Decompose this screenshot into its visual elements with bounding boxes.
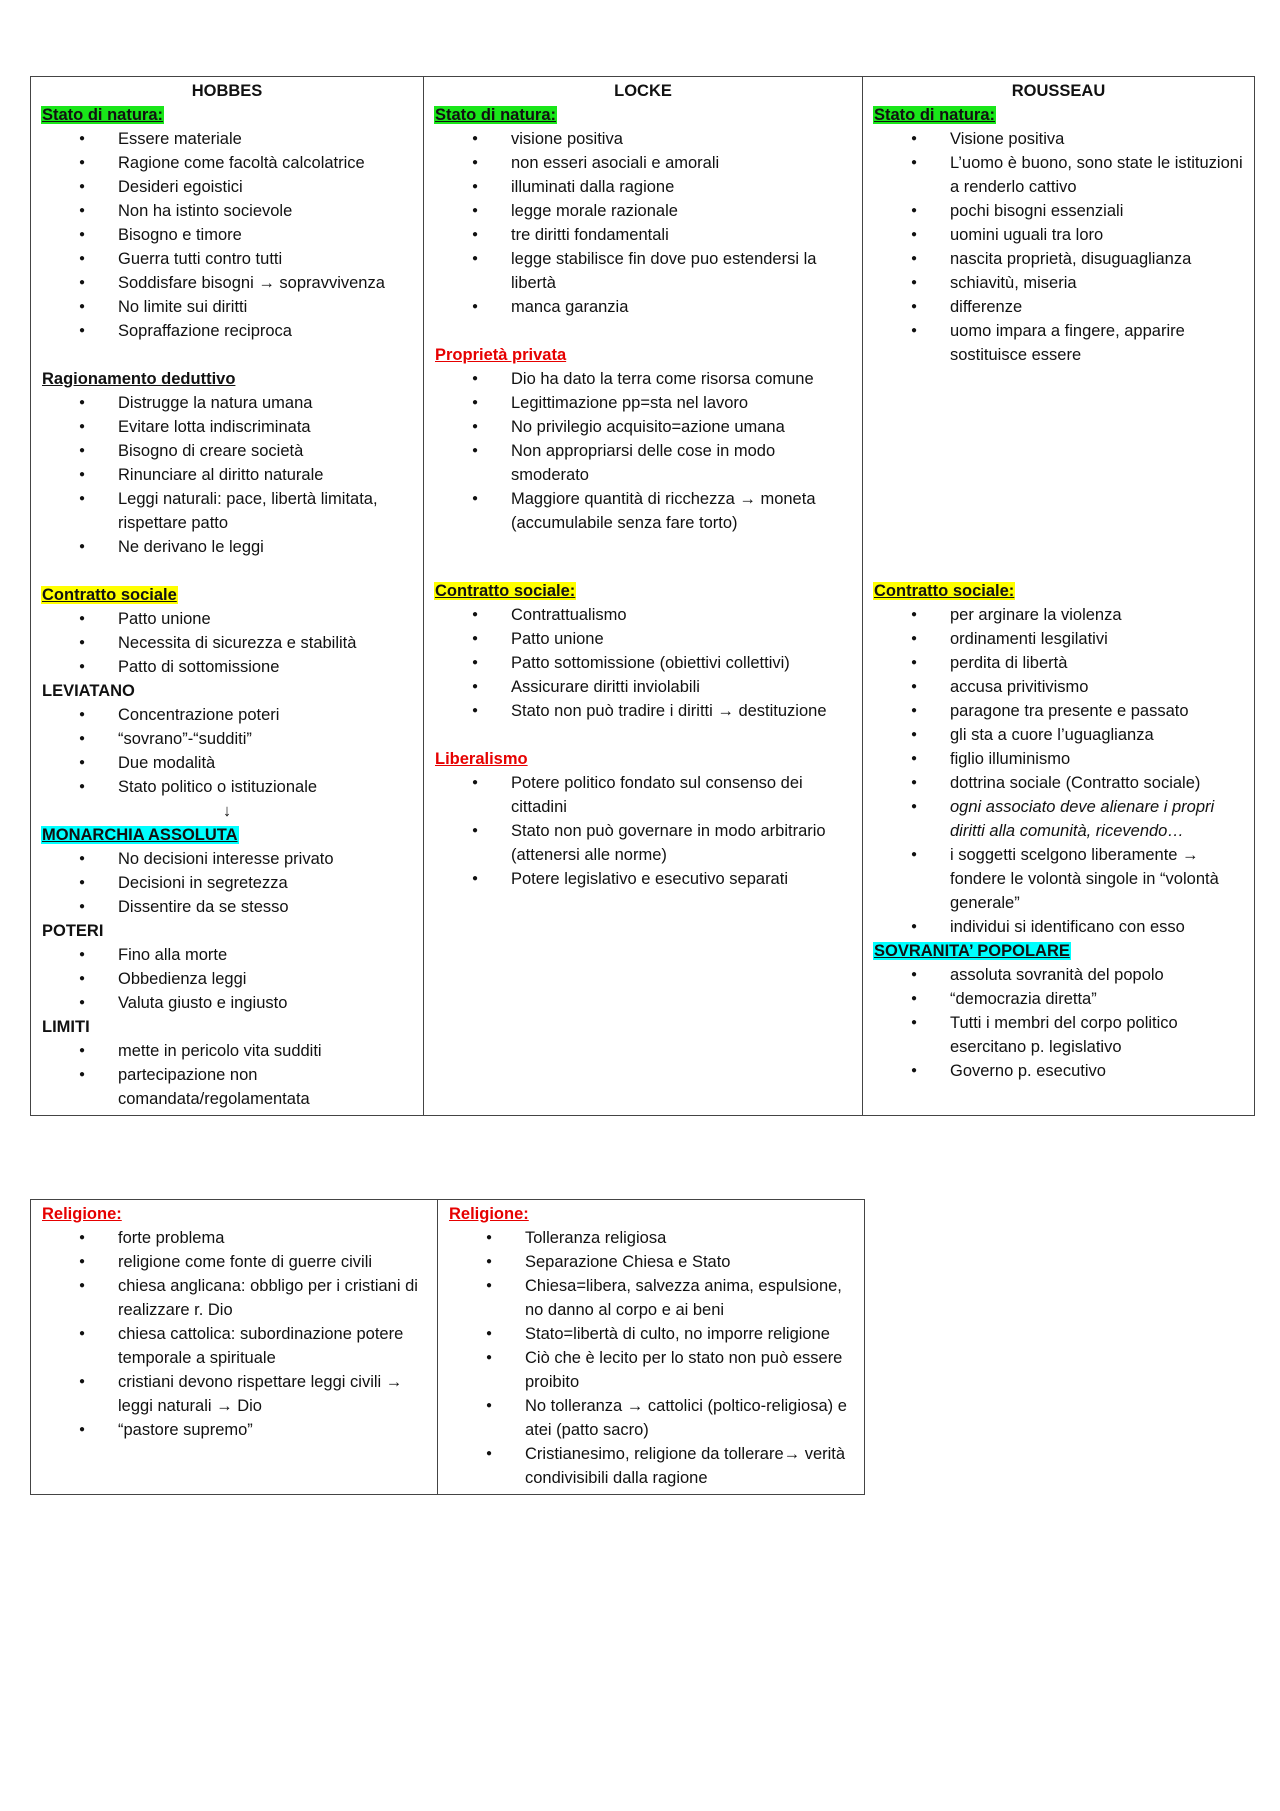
list-item: ● Distrugge la natura umana (41, 391, 413, 415)
list-item: ● visione positiva (434, 127, 852, 151)
list-item: ● partecipazione non comandata/regolamentata (41, 1063, 413, 1111)
list-item: ● Tolleranza religiosa (448, 1226, 854, 1250)
bullet-list (434, 771, 852, 891)
list-item: ● Essere materiale (41, 127, 413, 151)
list-item: ● i soggetti scelgono liberamente → fondere le volontà singole in “volontà generale” (873, 843, 1244, 915)
list-item: ● Dissentire da se stesso (41, 895, 413, 919)
list-item: ● cristiani devono rispettare leggi civili → leggi naturali → Dio (41, 1370, 427, 1418)
column-title-locke: LOCKE (614, 82, 672, 100)
hobbes-limiti (41, 1015, 413, 1111)
list-item: ● Assicurare diritti inviolabili (434, 675, 852, 699)
locke-religion-cell (438, 1200, 865, 1495)
list-item: ● Separazione Chiesa e Stato (448, 1250, 854, 1274)
bullet-list (41, 127, 413, 343)
list-item: ● Contrattualismo (434, 603, 852, 627)
comparison-table (30, 76, 1255, 1116)
list-item: ● individui si identificano con esso (873, 915, 1244, 939)
down-arrow-icon: ↓ (222, 802, 232, 820)
rousseau-contratto (873, 579, 1244, 939)
list-item: ● Valuta giusto e ingiusto (41, 991, 413, 1015)
hobbes-monarchia (41, 823, 413, 919)
list-item: ● illuminati dalla ragione (434, 175, 852, 199)
list-item: ● ordinamenti lesgilativi (873, 627, 1244, 651)
list-item: ● gli sta a cuore l’uguaglianza (873, 723, 1244, 747)
locke-proprieta (434, 343, 852, 535)
list-item: ● Non appropriarsi delle cose in modo smoderato (434, 439, 852, 487)
list-item: ● No tolleranza → cattolici (poltico-religiosa) e atei (patto sacro) (448, 1394, 854, 1442)
list-item: ● dottrina sociale (Contratto sociale) (873, 771, 1244, 795)
section-heading: POTERI (42, 922, 104, 940)
list-item: ● Leggi naturali: pace, libertà limitata, rispettare patto (41, 487, 413, 535)
list-item: ● L’uomo è buono, sono state le istituzioni a renderlo cattivo (873, 151, 1244, 199)
hobbes-leviatano (41, 679, 413, 823)
list-item: ● Stato non può governare in modo arbitrario (attenersi alle norme) (434, 819, 852, 867)
list-item: ● chiesa anglicana: obbligo per i cristiani di realizzare r. Dio (41, 1274, 427, 1322)
list-item: ● Governo p. esecutivo (873, 1059, 1244, 1083)
list-item: ● “democrazia diretta” (873, 987, 1244, 1011)
list-item: ● Ciò che è lecito per lo stato non può essere proibito (448, 1346, 854, 1394)
list-item: ● Concentrazione poteri (41, 703, 413, 727)
list-item: ● Soddisfare bisogni → sopravvivenza (41, 271, 413, 295)
list-item: ● Potere politico fondato sul consenso dei cittadini (434, 771, 852, 819)
list-item: ● Fino alla morte (41, 943, 413, 967)
list-item: ● perdita di libertà (873, 651, 1244, 675)
list-item: ● Sopraffazione reciproca (41, 319, 413, 343)
list-item: ● assoluta sovranità del popolo (873, 963, 1244, 987)
list-item: ● Desideri egoistici (41, 175, 413, 199)
list-item: ● tre diritti fondamentali (434, 223, 852, 247)
list-item: ● Maggiore quantità di ricchezza → moneta (accumulabile senza fare torto) (434, 487, 852, 535)
section-heading: SOVRANITA’ POPOLARE (874, 942, 1070, 960)
list-item: ● religione come fonte di guerre civili (41, 1250, 427, 1274)
section-heading: Ragionamento deduttivo (42, 370, 236, 388)
list-item: ● Visione positiva (873, 127, 1244, 151)
hobbes-stato-natura (41, 103, 413, 343)
bullet-list (448, 1226, 854, 1490)
list-item: ● Patto sottomissione (obiettivi collettivi) (434, 651, 852, 675)
list-item: ● “pastore supremo” (41, 1418, 427, 1442)
hobbes-contratto (41, 583, 413, 679)
list-item: ● Patto di sottomissione (41, 655, 413, 679)
bullet-list (873, 127, 1244, 367)
rousseau-column (863, 77, 1255, 1116)
list-item: ● uomini uguali tra loro (873, 223, 1244, 247)
list-item: ● mette in pericolo vita sudditi (41, 1039, 413, 1063)
bullet-list (41, 943, 413, 1015)
list-item: ● Guerra tutti contro tutti (41, 247, 413, 271)
bullet-list (434, 367, 852, 535)
list-item: ● Ne derivano le leggi (41, 535, 413, 559)
column-title-hobbes: HOBBES (191, 82, 263, 100)
list-item: ● Patto unione (434, 627, 852, 651)
bullet-list (434, 603, 852, 723)
bullet-list (434, 127, 852, 319)
bullet-list (41, 391, 413, 559)
list-item: ● Cristianesimo, religione da tollerare→ verità condivisibili dalla ragione (448, 1442, 854, 1490)
list-item: ● Ragione come facoltà calcolatrice (41, 151, 413, 175)
list-item: ● accusa privitivismo (873, 675, 1244, 699)
bullet-list (41, 607, 413, 679)
hobbes-ragionamento (41, 367, 413, 559)
list-item: ● chiesa cattolica: subordinazione potere temporale a spirituale (41, 1322, 427, 1370)
list-item: ● No privilegio acquisito=azione umana (434, 415, 852, 439)
section-heading: Stato di natura: (42, 106, 164, 124)
list-item: ● No limite sui diritti (41, 295, 413, 319)
list-item: ● manca garanzia (434, 295, 852, 319)
list-item: ● Stato=libertà di culto, no imporre religione (448, 1322, 854, 1346)
section-heading: Contratto sociale (42, 586, 177, 604)
list-item: ● Tutti i membri del corpo politico esercitano p. legislativo (873, 1011, 1244, 1059)
section-heading: Stato di natura: (874, 106, 996, 124)
list-item: ● nascita proprietà, disuguaglianza (873, 247, 1244, 271)
section-heading: Liberalismo (435, 750, 528, 768)
list-item: ● “sovrano”-“sudditi” (41, 727, 413, 751)
section-heading: Contratto sociale: (874, 582, 1015, 600)
hobbes-religion-cell (31, 1200, 438, 1495)
list-item: ● Bisogno e timore (41, 223, 413, 247)
locke-contratto (434, 579, 852, 723)
list-item: ● Due modalità (41, 751, 413, 775)
list-item: ● Bisogno di creare società (41, 439, 413, 463)
list-item: ● Evitare lotta indiscriminata (41, 415, 413, 439)
bullet-list (41, 847, 413, 919)
list-item: ● legge morale razionale (434, 199, 852, 223)
list-item: ● Obbedienza leggi (41, 967, 413, 991)
section-heading: LIMITI (42, 1018, 90, 1036)
bullet-list (41, 703, 413, 799)
religion-table (30, 1199, 865, 1495)
list-item: ● differenze (873, 295, 1244, 319)
list-item: ● No decisioni interesse privato (41, 847, 413, 871)
rousseau-sovranita (873, 939, 1244, 1083)
rousseau-stato-natura (873, 103, 1244, 367)
column-title-rousseau: ROUSSEAU (1011, 82, 1106, 100)
locke-liberalismo (434, 747, 852, 891)
list-item: ● uomo impara a fingere, apparire sostituisce essere (873, 319, 1244, 367)
hobbes-poteri (41, 919, 413, 1015)
list-item: ● ogni associato deve alienare i propri diritti alla comunità, ricevendo… (873, 795, 1244, 843)
list-item: ● Chiesa=libera, salvezza anima, espulsione, no danno al corpo e ai beni (448, 1274, 854, 1322)
list-item: ● Legittimazione pp=sta nel lavoro (434, 391, 852, 415)
list-item: ● Dio ha dato la terra come risorsa comune (434, 367, 852, 391)
list-item: ● Stato non può tradire i diritti → destituzione (434, 699, 852, 723)
list-item: ● schiavitù, miseria (873, 271, 1244, 295)
section-heading: Stato di natura: (435, 106, 557, 124)
section-heading: LEVIATANO (42, 682, 135, 700)
list-item: ● Decisioni in segretezza (41, 871, 413, 895)
bullet-list (873, 603, 1244, 939)
list-item: ● figlio illuminismo (873, 747, 1244, 771)
bullet-list (873, 963, 1244, 1083)
list-item: ● Patto unione (41, 607, 413, 631)
list-item: ● forte problema (41, 1226, 427, 1250)
bullet-list (41, 1226, 427, 1442)
section-heading: Religione: (449, 1205, 529, 1223)
list-item: ● per arginare la violenza (873, 603, 1244, 627)
hobbes-column (31, 77, 424, 1116)
list-item: ● Non ha istinto socievole (41, 199, 413, 223)
list-item: ● Necessita di sicurezza e stabilità (41, 631, 413, 655)
list-item: ● Stato politico o istituzionale (41, 775, 413, 799)
bullet-list (41, 1039, 413, 1111)
list-item: ● non esseri asociali e amorali (434, 151, 852, 175)
section-heading: Proprietà privata (435, 346, 567, 364)
locke-stato-natura (434, 103, 852, 319)
section-heading: Contratto sociale: (435, 582, 576, 600)
list-item: ● legge stabilisce fin dove puo estendersi la libertà (434, 247, 852, 295)
list-item: ● pochi bisogni essenziali (873, 199, 1244, 223)
section-heading: MONARCHIA ASSOLUTA (42, 826, 238, 844)
list-item: ● paragone tra presente e passato (873, 699, 1244, 723)
list-item: ● Potere legislativo e esecutivo separati (434, 867, 852, 891)
section-heading: Religione: (42, 1205, 122, 1223)
locke-column (424, 77, 863, 1116)
list-item: ● Rinunciare al diritto naturale (41, 463, 413, 487)
